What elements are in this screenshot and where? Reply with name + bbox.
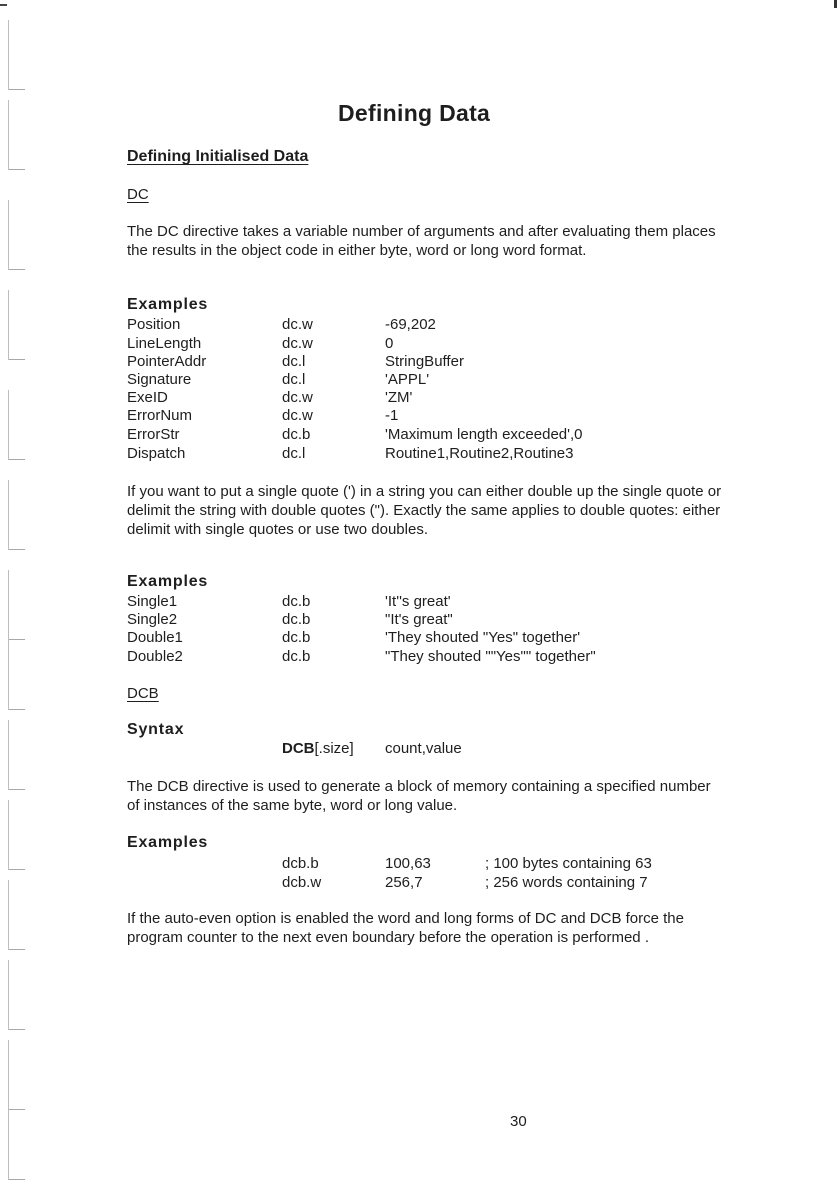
code-arguments: -1 [385, 407, 399, 424]
binding-mark [8, 570, 27, 640]
code-label: ExeID [127, 389, 168, 406]
code-label: ErrorStr [127, 426, 180, 443]
code-arguments: 'APPL' [385, 371, 430, 388]
syntax-arguments: count,value [385, 740, 462, 757]
auto-even-paragraph: If the auto-even option is enabled the word and long forms of DC and DCB force the program counter to the next even boundary before the operation is performed . [127, 910, 684, 946]
binding-mark [8, 1040, 27, 1110]
binding-mark [8, 290, 27, 360]
examples-heading: Examples [127, 834, 209, 851]
code-arguments: StringBuffer [385, 353, 464, 370]
page-number: 30 [510, 1113, 527, 1130]
dc-heading: DC [127, 186, 149, 203]
dcb-description: The DCB directive is used to generate a block of memory containing a specified number of instances of the same byte, word or long value. [127, 778, 711, 814]
code-arguments: "They shouted ""Yes"" together" [385, 648, 596, 665]
code-directive: dcb.b [282, 855, 319, 872]
code-directive: dc.l [282, 371, 306, 388]
section-heading: Defining Initialised Data [127, 148, 309, 165]
binding-mark [8, 390, 27, 460]
scan-corner-mark [0, 4, 7, 6]
code-label: Double1 [127, 629, 183, 646]
quote-paragraph: If you want to put a single quote (') in a string you can either double up the single quote or delimit the string with double quotes ("). Exactly the same applies to double quotes: either delimit with single quotes or use two doubles. [127, 483, 722, 538]
binding-mark [8, 640, 27, 710]
binding-mark [8, 100, 27, 170]
binding-mark [8, 200, 27, 270]
code-directive: dc.w [282, 389, 313, 406]
code-directive: dc.w [282, 335, 313, 352]
code-directive: dc.l [282, 353, 306, 370]
binding-mark [8, 20, 27, 90]
code-label: Double2 [127, 648, 183, 665]
code-label: Single1 [127, 593, 178, 610]
syntax-heading: Syntax [127, 721, 185, 738]
code-directive: dc.b [282, 593, 311, 610]
code-label: LineLength [127, 335, 202, 352]
code-arguments: 'It''s great' [385, 593, 451, 610]
code-arguments: 256,7 [385, 874, 423, 891]
binding-mark [8, 800, 27, 870]
code-directive: dc.b [282, 611, 311, 628]
code-arguments: -69,202 [385, 316, 436, 333]
code-label: PointerAddr [127, 353, 207, 370]
code-label: Signature [127, 371, 192, 388]
binding-mark [8, 880, 27, 950]
code-arguments: 'They shouted "Yes" together' [385, 629, 581, 646]
code-directive: dc.b [282, 426, 311, 443]
code-arguments: "It's great" [385, 611, 453, 628]
binding-mark [8, 480, 27, 550]
scan-corner-mark [834, 0, 837, 8]
page-title: Defining Data [338, 100, 491, 126]
code-arguments: 0 [385, 335, 394, 352]
code-directive: dc.b [282, 629, 311, 646]
code-label: Single2 [127, 611, 178, 628]
code-arguments: 'Maximum length exceeded',0 [385, 426, 583, 443]
code-arguments: 100,63 [385, 855, 431, 872]
code-directive: dc.w [282, 407, 313, 424]
code-arguments: Routine1,Routine2,Routine3 [385, 445, 574, 462]
code-label: Dispatch [127, 445, 186, 462]
syntax-keyword: DCB [282, 740, 315, 757]
binding-mark [8, 720, 27, 790]
code-comment: ; 100 bytes containing 63 [485, 855, 652, 872]
examples-heading: Examples [127, 573, 209, 590]
code-directive: dc.b [282, 648, 311, 665]
code-label: Position [127, 316, 181, 333]
binding-mark [8, 960, 27, 1030]
code-directive: dcb.w [282, 874, 322, 891]
code-label: ErrorNum [127, 407, 193, 424]
examples-heading: Examples [127, 296, 209, 313]
dcb-heading: DCB [127, 685, 159, 702]
syntax-directive [282, 740, 354, 757]
syntax-size: [.size] [314, 740, 354, 757]
binding-mark [8, 1110, 27, 1180]
dc-intro-paragraph: The DC directive takes a variable number of arguments and after evaluating them places the results in the object code in either byte, word or long word format. [127, 223, 716, 259]
code-arguments: 'ZM' [385, 389, 413, 406]
code-directive: dc.w [282, 316, 313, 333]
binding-edge [0, 0, 34, 1190]
code-comment: ; 256 words containing 7 [485, 874, 648, 891]
code-directive: dc.l [282, 445, 306, 462]
